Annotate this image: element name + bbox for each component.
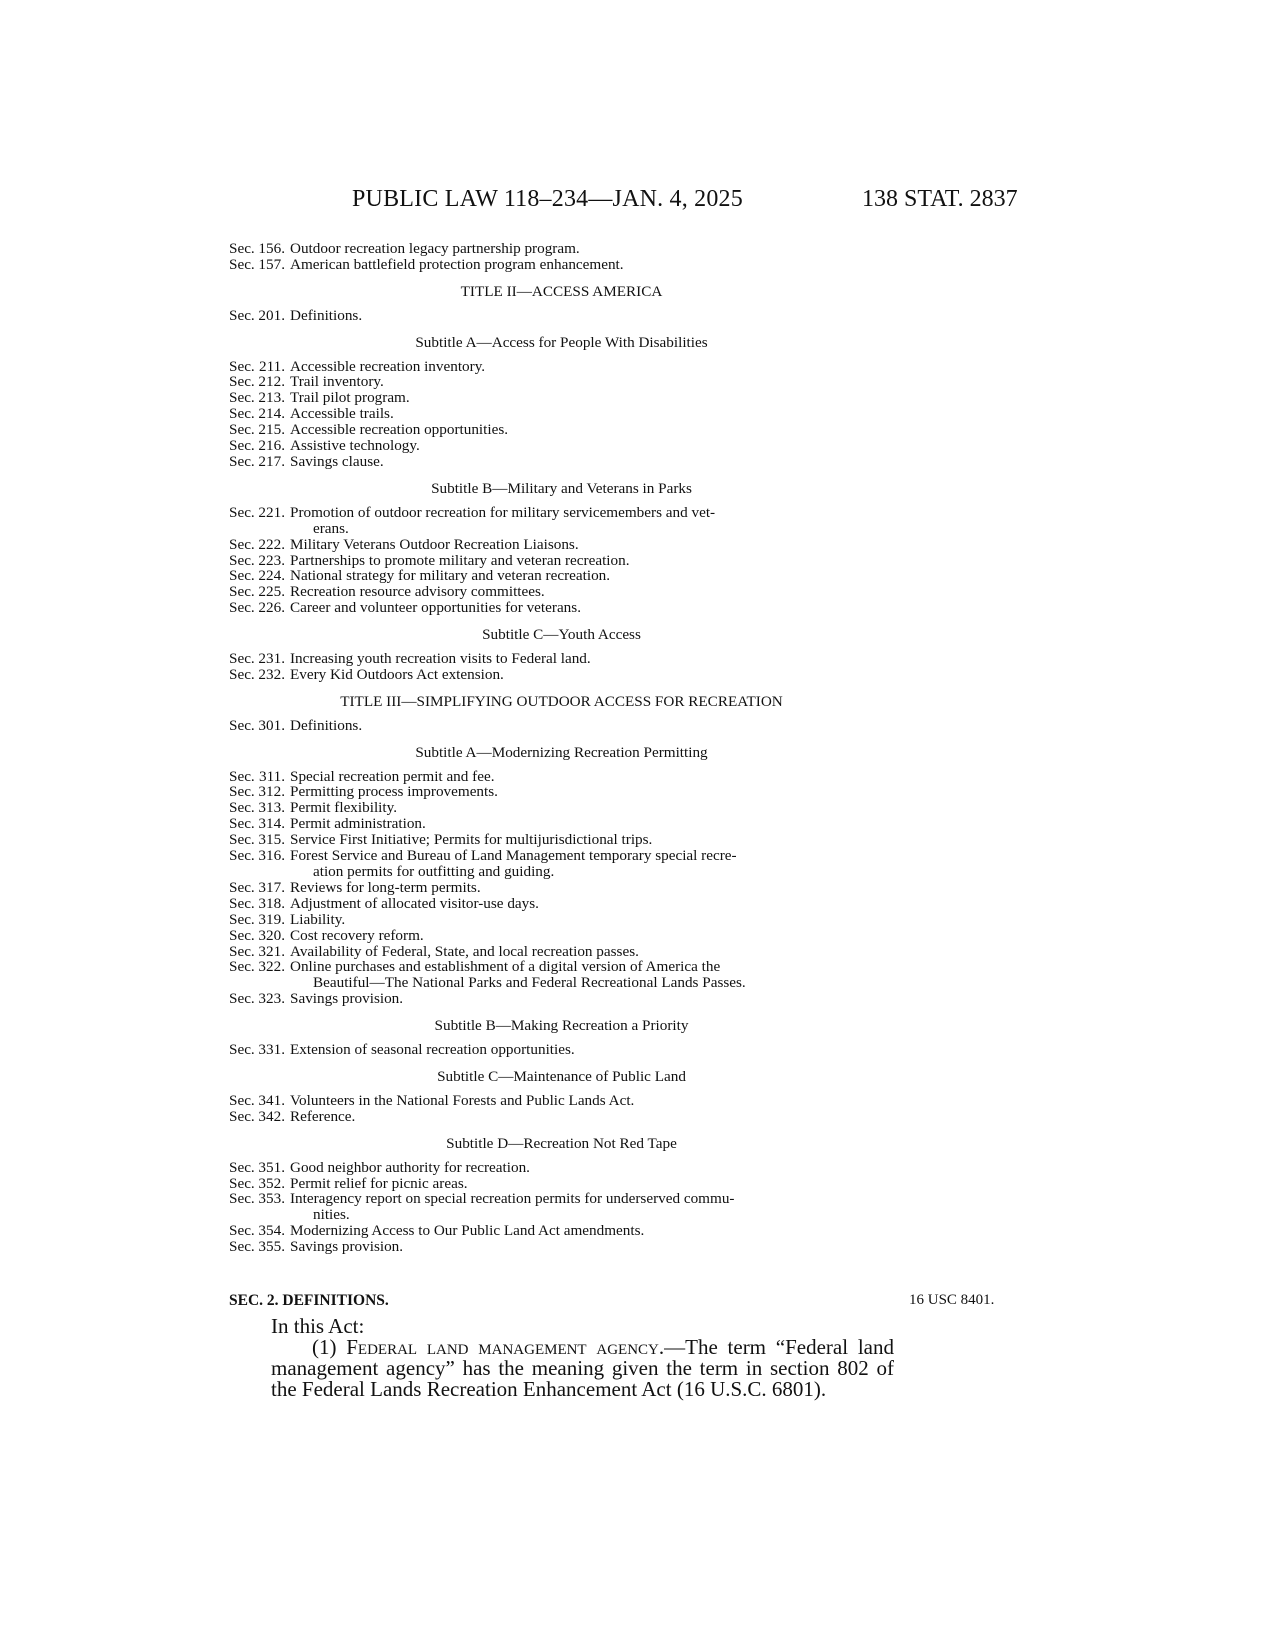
toc-entry: [229, 241, 894, 257]
toc-entry: [229, 800, 894, 816]
toc-entry-title-continued: Beautiful—The National Parks and Federal Recreational Lands Passes.: [313, 974, 746, 992]
toc-entry-number: 225.: [258, 583, 285, 601]
toc-entry-sec-label: Sec.: [229, 357, 255, 375]
toc-entry-sec-label: Sec.: [229, 878, 255, 896]
toc-entry-sec-label: Sec.: [229, 1222, 255, 1240]
toc-entry-number: 216.: [258, 437, 285, 455]
toc-entry-number: 217.: [258, 452, 285, 470]
toc-entry-title: American battlefield protection program enhancement.: [290, 255, 624, 273]
toc-entry-title: Military Veterans Outdoor Recreation Liaisons.: [290, 535, 579, 553]
toc-entry-sec-label: Sec.: [229, 665, 255, 683]
toc-entry: [229, 769, 894, 785]
toc-entry: [229, 454, 894, 470]
toc-entry: [229, 1191, 894, 1207]
toc-entry: [229, 848, 894, 864]
toc-entry-number: 224.: [258, 567, 285, 585]
toc-entry-title: Liability.: [290, 910, 346, 928]
toc-entry: [229, 816, 894, 832]
toc-entry-number: 157.: [258, 255, 285, 273]
toc-entry: [229, 1223, 894, 1239]
toc-entry-number: 322.: [258, 958, 285, 976]
toc-entry-continuation: [229, 1207, 894, 1223]
toc-entry-number: 354.: [258, 1222, 285, 1240]
toc-entry: [229, 832, 894, 848]
toc-entry-sec-label: Sec.: [229, 767, 255, 785]
definition-paragraph: [271, 1337, 894, 1400]
toc-entry-title: Service First Initiative; Permits for multijurisdictional trips.: [290, 831, 653, 849]
toc-entry: [229, 784, 894, 800]
toc-entry-title: Accessible trails.: [290, 405, 394, 423]
toc-entry-title: Cost recovery reform.: [290, 926, 424, 944]
toc-entry-number: 321.: [258, 942, 285, 960]
toc-entry-number: 232.: [258, 665, 285, 683]
toc-entry-number: 201.: [258, 306, 285, 324]
toc-entry: [229, 390, 894, 406]
toc-entry-sec-label: Sec.: [229, 926, 255, 944]
toc-entry-continuation: [229, 521, 894, 537]
toc-entry-number: 314.: [258, 815, 285, 833]
toc-entry-title: Savings provision.: [290, 1238, 404, 1256]
toc-entry-title: Interagency report on special recreation permits for underserved commu-: [290, 1190, 735, 1208]
toc-entry-number: 353.: [258, 1190, 285, 1208]
toc-entry-sec-label: Sec.: [229, 583, 255, 601]
toc-entry: [229, 374, 894, 390]
section-heading: SEC. 2. DEFINITIONS.: [229, 1292, 389, 1309]
toc-entry-sec-label: Sec.: [229, 910, 255, 928]
toc-entry-sec-label: Sec.: [229, 437, 255, 455]
toc-entry: [229, 928, 894, 944]
toc-entry-number: 319.: [258, 910, 285, 928]
toc-entry-title: Reference.: [290, 1107, 356, 1125]
toc-entry-sec-label: Sec.: [229, 452, 255, 470]
toc-entry-title: Permit relief for picnic areas.: [290, 1174, 468, 1192]
toc-heading: TITLE II—ACCESS AMERICA: [460, 282, 663, 300]
toc-entry-number: 352.: [258, 1174, 285, 1192]
toc-entry-sec-label: Sec.: [229, 255, 255, 273]
toc-entry-number: 231.: [258, 650, 285, 668]
toc-entry-title: Savings clause.: [290, 452, 384, 470]
toc-entry-sec-label: Sec.: [229, 942, 255, 960]
toc-entry: [229, 718, 894, 734]
toc-entry: [229, 537, 894, 553]
toc-entry-title: National strategy for military and veteran recreation.: [290, 567, 611, 585]
toc-entry: [229, 505, 894, 521]
intro-text: In this Act:: [271, 1314, 365, 1338]
toc-entry-title: Permit flexibility.: [290, 799, 398, 817]
toc-entry-number: 316.: [258, 847, 285, 865]
toc-entry-sec-label: Sec.: [229, 847, 255, 865]
toc-entry-sec-label: Sec.: [229, 831, 255, 849]
toc-heading: TITLE III—SIMPLIFYING OUTDOOR ACCESS FOR RECREATION: [340, 692, 783, 710]
toc-entry-sec-label: Sec.: [229, 1238, 255, 1256]
toc-entry-title: Modernizing Access to Our Public Land Act amendments.: [290, 1222, 645, 1240]
toc-entry-continuation: [229, 864, 894, 880]
toc-entry-sec-label: Sec.: [229, 815, 255, 833]
toc-heading: Subtitle C—Youth Access: [482, 626, 641, 644]
toc-entry-sec-label: Sec.: [229, 894, 255, 912]
toc-entry-sec-label: Sec.: [229, 650, 255, 668]
toc-entry: [229, 438, 894, 454]
toc-entry-title: Special recreation permit and fee.: [290, 767, 495, 785]
toc-entry-title: Career and volunteer opportunities for veterans.: [290, 599, 581, 617]
toc-entry-title: Every Kid Outdoors Act extension.: [290, 665, 504, 683]
toc-entry-sec-label: Sec.: [229, 1041, 255, 1059]
toc-entry: [229, 1109, 894, 1125]
toc-entry: [229, 944, 894, 960]
toc-entry: [229, 308, 894, 324]
toc-entry-number: 221.: [258, 503, 285, 521]
toc-entry: [229, 568, 894, 584]
toc-entry: [229, 1093, 894, 1109]
toc-entry-title: Increasing youth recreation visits to Federal land.: [290, 650, 591, 668]
toc-entry-sec-label: Sec.: [229, 405, 255, 423]
toc-entry: [229, 600, 894, 616]
toc-entry-sec-label: Sec.: [229, 990, 255, 1008]
page-header-stat: 138 STAT. 2837: [862, 186, 1018, 212]
table-of-contents: [229, 241, 894, 1255]
definition-text: .—The term “Federal land management agency” has the meaning given the term in section 802 of the Federal Lands Recreation Enhancement Act (16 U.S.C. 6801).: [271, 1335, 894, 1401]
toc-entry-number: 320.: [258, 926, 285, 944]
toc-entry-title: Accessible recreation opportunities.: [290, 421, 509, 439]
toc-entry: [229, 651, 894, 667]
toc-entry-sec-label: Sec.: [229, 1091, 255, 1109]
toc-entry-sec-label: Sec.: [229, 1158, 255, 1176]
toc-entry-title: Volunteers in the National Forests and Public Lands Act.: [290, 1091, 635, 1109]
defined-term: Federal land management agency: [346, 1335, 659, 1359]
toc-entry-sec-label: Sec.: [229, 783, 255, 801]
toc-entry-title: Assistive technology.: [290, 437, 420, 455]
toc-entry-sec-label: Sec.: [229, 240, 255, 257]
toc-entry: [229, 1160, 894, 1176]
toc-entry-sec-label: Sec.: [229, 535, 255, 553]
toc-entry-number: 313.: [258, 799, 285, 817]
toc-entry-number: 222.: [258, 535, 285, 553]
toc-entry-title: Definitions.: [290, 716, 363, 734]
toc-entry-number: 214.: [258, 405, 285, 423]
toc-entry-title-continued: erans.: [313, 519, 349, 537]
toc-entry-sec-label: Sec.: [229, 1190, 255, 1208]
toc-entry-number: 342.: [258, 1107, 285, 1125]
toc-entry-title: Permitting process improvements.: [290, 783, 498, 801]
toc-entry: [229, 422, 894, 438]
toc-entry-number: 156.: [258, 240, 285, 257]
toc-entry-number: 318.: [258, 894, 285, 912]
toc-entry-title: Recreation resource advisory committees.: [290, 583, 545, 601]
toc-entry-continuation: [229, 975, 894, 991]
toc-entry-title: Forest Service and Bureau of Land Management temporary special recre-: [290, 847, 737, 865]
toc-entry-title: Definitions.: [290, 306, 363, 324]
toc-entry-title: Online purchases and establishment of a digital version of America the: [290, 958, 721, 976]
toc-entry-sec-label: Sec.: [229, 599, 255, 617]
toc-entry-title-continued: nities.: [313, 1206, 350, 1224]
toc-entry: [229, 896, 894, 912]
toc-entry: [229, 959, 894, 975]
toc-entry: [229, 667, 894, 683]
toc-entry-title: Good neighbor authority for recreation.: [290, 1158, 530, 1176]
toc-entry-number: 355.: [258, 1238, 285, 1256]
toc-entry-number: 213.: [258, 389, 285, 407]
toc-entry-sec-label: Sec.: [229, 551, 255, 569]
toc-entry-sec-label: Sec.: [229, 799, 255, 817]
toc-entry-title: Savings provision.: [290, 990, 404, 1008]
toc-entry: [229, 912, 894, 928]
toc-entry-sec-label: Sec.: [229, 389, 255, 407]
toc-entry: [229, 880, 894, 896]
toc-entry-title: Accessible recreation inventory.: [290, 357, 486, 375]
toc-entry: [229, 359, 894, 375]
toc-entry-number: 301.: [258, 716, 285, 734]
toc-entry-title-continued: ation permits for outfitting and guiding.: [313, 863, 555, 880]
toc-entry-sec-label: Sec.: [229, 958, 255, 976]
page-header-title: PUBLIC LAW 118–234—JAN. 4, 2025: [352, 186, 743, 212]
toc-entry-title: Trail pilot program.: [290, 389, 410, 407]
toc-entry-title: Outdoor recreation legacy partnership program.: [290, 240, 580, 257]
toc-entry-number: 212.: [258, 373, 285, 391]
toc-entry-sec-label: Sec.: [229, 716, 255, 734]
toc-entry: [229, 406, 894, 422]
toc-entry: [229, 584, 894, 600]
toc-entry-sec-label: Sec.: [229, 567, 255, 585]
toc-heading: Subtitle C—Maintenance of Public Land: [437, 1067, 686, 1085]
toc-entry: [229, 1239, 894, 1255]
toc-entry-title: Adjustment of allocated visitor-use days.: [290, 894, 539, 912]
toc-entry-sec-label: Sec.: [229, 1107, 255, 1125]
toc-entry-number: 226.: [258, 599, 285, 617]
toc-entry-title: Availability of Federal, State, and local recreation passes.: [290, 942, 639, 960]
toc-entry-number: 223.: [258, 551, 285, 569]
toc-entry-number: 317.: [258, 878, 285, 896]
toc-entry-title: Promotion of outdoor recreation for military servicemembers and vet-: [290, 503, 716, 521]
toc-entry-sec-label: Sec.: [229, 503, 255, 521]
toc-entry-sec-label: Sec.: [229, 306, 255, 324]
section-body: [271, 1316, 894, 1400]
toc-entry: [229, 257, 894, 273]
toc-entry: [229, 1176, 894, 1192]
toc-entry-number: 215.: [258, 421, 285, 439]
toc-entry: [229, 991, 894, 1007]
toc-entry-number: 351.: [258, 1158, 285, 1176]
usc-margin-note: 16 USC 8401.: [909, 1292, 995, 1308]
toc-entry-number: 311.: [258, 767, 285, 785]
toc-entry-sec-label: Sec.: [229, 373, 255, 391]
toc-entry: [229, 1042, 894, 1058]
toc-entry-title: Extension of seasonal recreation opportunities.: [290, 1041, 575, 1059]
toc-entry-title: Permit administration.: [290, 815, 426, 833]
toc-entry-number: 331.: [258, 1041, 285, 1059]
toc-entry: [229, 553, 894, 569]
toc-entry-number: 312.: [258, 783, 285, 801]
toc-entry-sec-label: Sec.: [229, 421, 255, 439]
toc-entry-number: 211.: [258, 357, 285, 375]
paragraph-number: (1): [312, 1335, 347, 1359]
toc-entry-title: Partnerships to promote military and veteran recreation.: [290, 551, 630, 569]
toc-entry-number: 341.: [258, 1091, 285, 1109]
toc-heading: Subtitle B—Military and Veterans in Parks: [431, 479, 692, 497]
toc-heading: Subtitle A—Access for People With Disabilities: [415, 333, 708, 351]
toc-entry-number: 315.: [258, 831, 285, 849]
toc-entry-title: Trail inventory.: [290, 373, 384, 391]
toc-heading: Subtitle B—Making Recreation a Priority: [434, 1017, 689, 1035]
toc-entry-number: 323.: [258, 990, 285, 1008]
toc-entry-title: Reviews for long-term permits.: [290, 878, 481, 896]
toc-entry-sec-label: Sec.: [229, 1174, 255, 1192]
toc-heading: Subtitle A—Modernizing Recreation Permitting: [415, 743, 708, 761]
toc-heading: Subtitle D—Recreation Not Red Tape: [446, 1134, 677, 1152]
